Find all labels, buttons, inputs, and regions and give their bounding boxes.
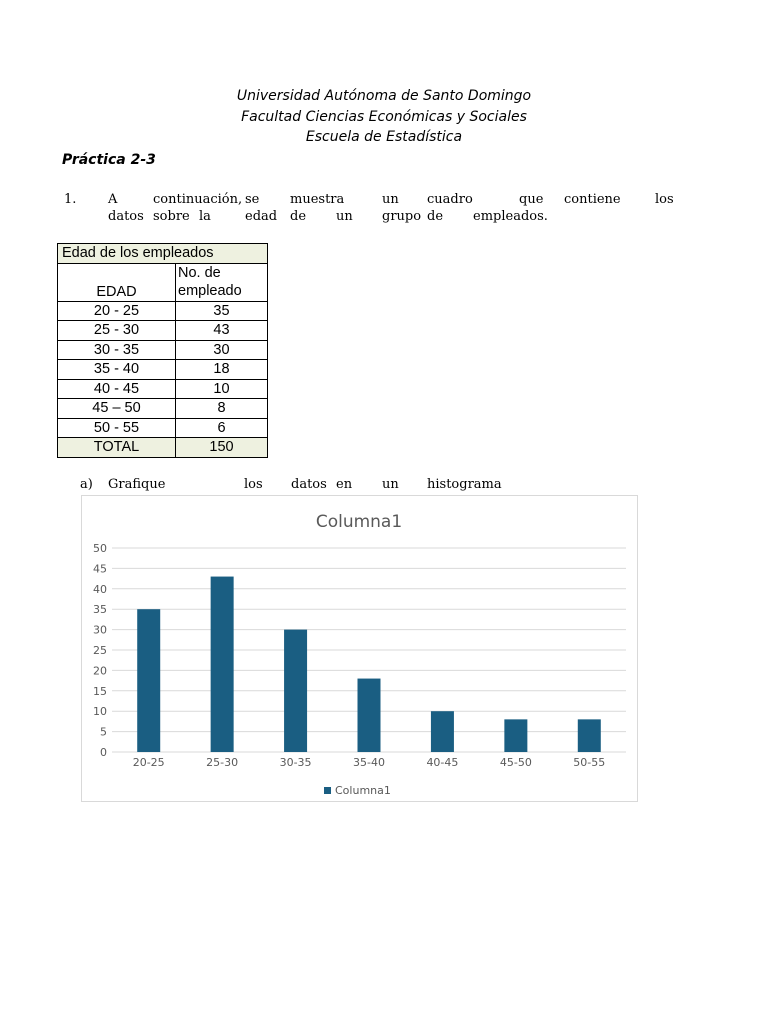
total-value: 150 [176, 438, 268, 458]
practice-title: Práctica 2-3 [62, 152, 156, 168]
question-word: histograma [427, 477, 502, 492]
y-tick-label: 30 [93, 623, 107, 637]
age-range-cell: 50 - 55 [58, 418, 176, 438]
age-range-cell: 35 - 40 [58, 360, 176, 380]
chart-svg [82, 496, 637, 801]
table-row [58, 360, 268, 380]
question-word: que [519, 192, 544, 207]
x-tick-label: 50-55 [573, 756, 606, 769]
histogram-bar [578, 719, 601, 752]
histogram-chart [81, 495, 638, 802]
table-row [58, 399, 268, 419]
y-tick-label: 45 [93, 562, 107, 576]
histogram-bar [358, 679, 381, 752]
question-word: la [199, 209, 211, 224]
total-row [58, 438, 268, 458]
count-cell: 6 [176, 418, 268, 438]
school-name: Escuela de Estadística [305, 129, 463, 145]
question-word: los [655, 192, 674, 207]
question-word: Grafique [108, 477, 166, 492]
table-row [58, 301, 268, 321]
column-header-line: No. de [178, 265, 221, 281]
table-title: Edad de los empleados [58, 244, 268, 264]
question-word: datos [108, 209, 144, 224]
age-range-cell: 45 – 50 [58, 399, 176, 419]
histogram-bar [504, 719, 527, 752]
table-row [58, 321, 268, 341]
employees-age-table [57, 243, 268, 458]
question-word: sobre [153, 209, 190, 224]
total-label: TOTAL [58, 438, 176, 458]
question-word: de [290, 209, 307, 224]
age-range-cell: 40 - 45 [58, 379, 176, 399]
y-tick-label: 20 [93, 664, 107, 678]
question-word: un [382, 192, 399, 207]
x-tick-label: 35-40 [353, 756, 385, 769]
y-tick-label: 35 [93, 603, 107, 617]
histogram-bar [284, 630, 307, 752]
x-tick-label: 45-50 [499, 756, 532, 769]
count-cell: 30 [176, 340, 268, 360]
question-word: cuadro [427, 192, 473, 207]
x-tick-label: 25-30 [206, 756, 239, 769]
faculty-name: Facultad Ciencias Económicas y Sociales [241, 108, 527, 125]
question-word: A [108, 192, 118, 207]
question-word: un [382, 477, 399, 492]
histogram-bar [137, 609, 160, 752]
x-tick-label: 30-35 [279, 756, 312, 769]
count-cell: 35 [176, 301, 268, 321]
column-header-edad: EDAD [58, 263, 176, 301]
question-word: se [245, 192, 260, 207]
university-name: Universidad Autónoma de Santo Domingo [236, 88, 532, 104]
y-tick-label: 10 [93, 705, 107, 719]
question-word: en [336, 477, 353, 492]
question-word: un [336, 209, 353, 224]
question-a-marker: a) [80, 477, 93, 492]
histogram-bar [211, 577, 234, 752]
age-range-cell: 30 - 35 [58, 340, 176, 360]
x-tick-label: 20-25 [132, 756, 165, 769]
question-word: grupo [382, 209, 422, 224]
question-word: los [244, 477, 263, 492]
chart-title: Columna1 [315, 512, 403, 532]
count-cell: 43 [176, 321, 268, 341]
question-word: de [427, 209, 444, 224]
table-row [58, 379, 268, 399]
question-word: datos [291, 477, 327, 492]
y-tick-label: 5 [100, 725, 107, 739]
count-cell: 8 [176, 399, 268, 419]
legend-label: Columna1 [335, 784, 391, 797]
age-range-cell: 20 - 25 [58, 301, 176, 321]
legend-swatch [324, 787, 331, 794]
table-row [58, 418, 268, 438]
document-header [0, 86, 768, 148]
question-word: continuación, [153, 192, 243, 207]
question-word: edad [245, 209, 278, 224]
question-word: muestra [290, 192, 345, 207]
count-cell: 10 [176, 379, 268, 399]
age-range-cell: 25 - 30 [58, 321, 176, 341]
count-cell: 18 [176, 360, 268, 380]
histogram-bar [431, 711, 454, 752]
y-tick-label: 15 [93, 684, 107, 698]
question-word: contiene [564, 192, 621, 207]
y-tick-label: 50 [93, 542, 107, 555]
question-word: empleados. [473, 209, 548, 224]
question-number: 1. [64, 192, 77, 207]
y-tick-label: 40 [93, 582, 107, 596]
table-row [58, 340, 268, 360]
column-header-line: empleado [178, 283, 242, 299]
x-tick-label: 40-45 [426, 756, 459, 769]
y-tick-label: 25 [93, 644, 107, 657]
y-tick-label: 0 [100, 746, 107, 759]
column-header-empleados [176, 263, 268, 301]
